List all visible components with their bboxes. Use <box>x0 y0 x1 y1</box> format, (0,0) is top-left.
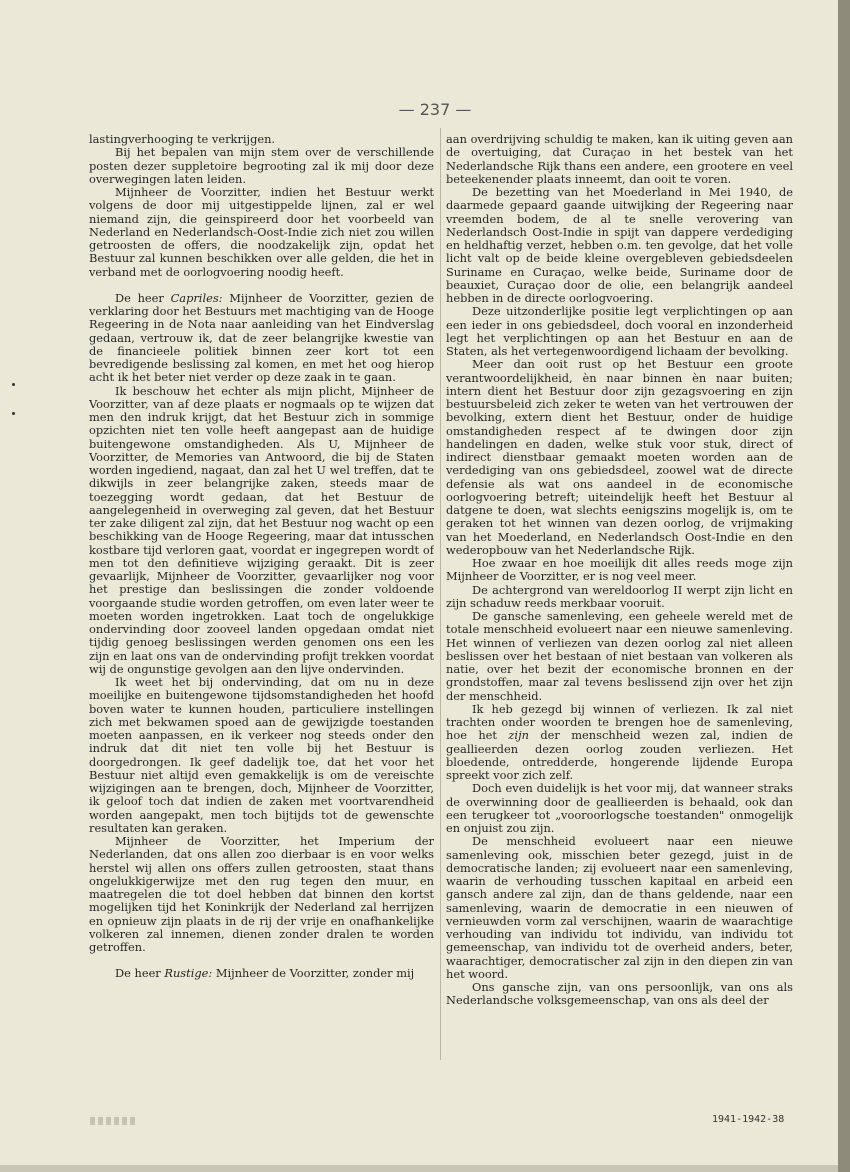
paragraph-text: Meer dan ooit rust op het Bestuur een groote verantwoordelijkheid, èn naar binnen èn naar buiten; intern dient het Bestuur door zijn gezagsvoering en zijn bestuursbeleid zich zeker te weten van het vertrouwen der bevolking, extern dient het Bestuur, onder de huidige omstandigheden respect af te dwingen door zijn handelingen en daden, welke stuk voor stuk, direct of indirect dienstbaar gemaakt moeten worden aan de verdediging van ons gebiedsdeel, zoowel wat de directe defensie als wat ons aandeel in de economische oorlogvoering betreft; uiteindelijk heeft het Bestuur al datgene te doen, wat slechts eenigszins mogelijk is, om te geraken tot het winnen van dezen oorlog, de vrijmaking van het Moederland, en Nederlandsch Oost-Indie en den wederopbouw van het Nederlandsche Rijk. <box>446 357 793 557</box>
margin-mark <box>12 412 15 415</box>
paragraph-text: Mijnheer de Voorzitter, het Imperium der Nederlanden, dat ons allen zoo dierbaar is en voor welks herstel wij allen ons offers zullen getroosten, staat thans ongelukkigerwijze met den rug tegen den muur, en maatregelen die tot doel hebben dat binnen den kortst mogelijken tijd het Koninkrijk der Nederland zal herrijzen en opnieuw zijn plaats in de rij der vrije en onafhankelijke volkeren zal innemen, dienen zonder dralen te worden getroffen. <box>89 834 434 954</box>
paragraph <box>446 703 793 783</box>
column-divider <box>440 128 441 1060</box>
paragraph <box>446 782 793 835</box>
paragraph-text: Mijnheer de Voorzitter, gezien de verklaring door het Bestuurs met machtiging van de Hooge Regeering in de Nota naar aanleiding van het Eindverslag gedaan, vertrouw ik, dat de zeer belangrijke kwestie van de financieele politiek binnen zeer kort tot een bevredigende beslissing zal komen, en met het oog hierop acht ik het beter niet verder op deze zaak in te gaan. <box>89 290 434 385</box>
paragraph-lead: De heer <box>115 966 165 981</box>
right-text-column <box>446 133 793 1063</box>
paragraph-text: Ons gansche zijn, van ons persoonlijk, van ons als Nederlandsche volksgemeenschap, van ons als deel der <box>446 980 793 1008</box>
paragraph-text: De achtergrond van wereldoorlog II werpt zijn licht en zijn schaduw reeds merkbaar vooruit. <box>446 582 793 610</box>
speaker-name: zijn <box>508 728 529 743</box>
paragraph <box>446 981 793 1008</box>
paragraph <box>446 610 793 703</box>
paragraph <box>89 146 434 186</box>
left-text-column <box>89 133 434 1063</box>
paragraph <box>89 292 434 385</box>
page-number: — 237 — <box>398 100 472 119</box>
paragraph-text: De gansche samenleving, een geheele wereld met de totale menschheid evolueert naar een nieuwe samenleving. Het winnen of verliezen van dezen oorlog zal niet alleen beslissen over het bestaan of niet bestaan van volkeren als natie, over het bezit der economische bronnen en der grondstoffen, maar zal tevens beslissend zijn over het zijn der menschheid. <box>446 609 793 703</box>
paragraph-text: Mijnheer de Voorzitter, zonder mij <box>215 966 415 981</box>
speaker-name: Capriles: <box>170 290 223 305</box>
faded-footer-stamp <box>90 1117 138 1125</box>
paragraph <box>446 358 793 557</box>
footer-code: 1941-1942-38 <box>712 1114 785 1125</box>
paragraph <box>89 385 434 677</box>
paragraph <box>89 186 434 279</box>
paragraph-text: Doch even duidelijk is het voor mij, dat wanneer straks de overwinning door de geallieerden is behaald, ook dan een terugkeer tot „vooroorlogsche toestanden" onmogelijk en onjuist zou zijn. <box>446 781 793 835</box>
paragraph <box>89 835 434 954</box>
paragraph-text: Mijnheer de Voorzitter, indien het Bestuur werkt volgens de door mij uitgestippelde lijnen, zal er wel niemand zijn, die geinspireerd door het voorbeeld van Nederland en Nederlandsch-Oost-Indie zich niet zou willen getroosten de offers, die noodzakelijk zijn, opdat het Bestuur zal kunnen beschikken over alle gelden, die het in verband met de oorlogvoering noodig heeft. <box>89 185 434 279</box>
paragraph-text: De menschheid evolueert naar een nieuwe samenleving ook, misschien beter gezegd, juist in de democratische landen; zij evolueert naar een samenleving, waarin de verhouding tusschen kapitaal en arbeid een gansch andere zal zijn, dan de thans geldende, naar een samenleving, waarin de democratie in een nieuwen of vernieuwden vorm zal verschijnen, waarin de waarachtige verhouding van individu tot individu, van individu tot gemeenschap, van individu tot de overheid anders, beter, waarachtiger, democratischer zal zijn in den diepen zin van het woord. <box>446 834 793 981</box>
paragraph-lead: De heer <box>115 290 171 305</box>
paragraph <box>446 584 793 611</box>
paragraph-text: Hoe zwaar en hoe moeilijk dit alles reeds moge zijn Mijnheer de Voorzitter, er is nog veel meer. <box>446 556 793 584</box>
paragraph <box>446 557 793 584</box>
paragraph-text: aan overdrijving schuldig te maken, kan ik uiting geven aan de overtuiging, dat Curaçao in het bestek van het Nederlandsche Rijk thans een andere, een grootere en veel beteekenender plaats inneemt, dan ooit te voren. <box>446 133 793 186</box>
paragraph-lead: Ik heb gezegd bij winnen of verliezen. Ik zal niet trachten onder woorden te brengen hoe de samenleving, hoe het <box>446 701 793 743</box>
paragraph <box>446 186 793 305</box>
paragraph-text: De bezetting van het Moederland in Mei 1940, de daarmede gepaard gaande uitwijking der Regeering naar vreemden bodem, de al te snelle verovering van Nederlandsch Oost-Indie in spijt van dappere verdediging en heldhaftig verzet, hebben o.m. ten gevolge, dat het volle licht valt op de beide kleine overgebleven gebiedsdeelen Suriname en Curaçao, welke beide, Suriname door de beauxiet, Curaçao door de olie, een belangrijk aandeel hebben in de directe oorlogvoering. <box>446 185 793 305</box>
scan-edge <box>838 0 850 1172</box>
paragraph-text: der menschheid wezen zal, indien de geallieerden dezen oorlog zouden verliezen. Het bloedende, ontredderde, hongerende lijdende Europa spreekt voor zich zelf. <box>446 728 793 782</box>
paragraph <box>446 133 793 186</box>
paragraph <box>446 305 793 358</box>
speaker-name: Rustige: <box>164 966 213 981</box>
margin-mark <box>12 383 15 386</box>
paragraph-text: Ik beschouw het echter als mijn plicht, Mijnheer de Voorzitter, van af deze plaats er nogmaals op te wijzen dat men den indruk krijgt, dat het Bestuur zich in sommige opzichten niet ten volle heeft aangepast aan de huidige buitengewone omstandigheden. Als U, Mijnheer de Voorzitter, de Memories van Antwoord, die bij de Staten worden ingediend, nagaat, dan zal het U wel treffen, dat te dikwijls in zeer belangrijke zaken, steeds maar de toezegging wordt gedaan, dat het Bestuur de aangelegenheid in overweging zal geven, dat het Bestuur ter zake diligent zal zijn, dat het Bestuur nog wacht op een beschikking van de Hooge Regeering, maar dat intusschen kostbare tijd verloren gaat, voordat er ingegrepen wordt of men tot den definitieve wijziging geraakt. Dit is zeer gevaarlijk, Mijnheer de Voorzitter, gevaarlijker nog voor het prestige dan beslissingen die zonder voldoende voorgaande studie worden getroffen, om even later weer te moeten worden ingetrokken. Laat toch de ongelukkige ondervinding door zooveel landen opgedaan omdat niet tijdig genoeg beslissingen werden genomen ons een les zijn en laat ons van de ondervinding profijt trekken voordat wij de ongunstige gevolgen aan den lijve ondervinden. <box>89 383 434 676</box>
paragraph <box>89 967 434 980</box>
paragraph <box>89 133 434 146</box>
paragraph <box>446 835 793 981</box>
paragraph-text: Deze uitzonderlijke positie legt verplichtingen op aan een ieder in ons gebiedsdeel, doch vooral en inzonderheid legt het verplichtingen op aan het Bestuur en aan de Staten, als het vertegenwoordigend lichaam der bevolking. <box>446 304 793 358</box>
paragraph-text: Bij het bepalen van mijn stem over de verschillende posten dezer suppletoire begrooting zal ik mij door deze overwegingen laten leiden. <box>89 145 434 186</box>
paragraph-text: lastingverhooging te verkrijgen. <box>89 133 276 146</box>
paragraph <box>89 676 434 835</box>
paragraph-text: Ik weet het bij ondervinding, dat om nu in deze moeilijke en buitengewone tijdsomstandigheden het hoofd boven water te kunnen houden, particuliere instellingen zich met bekwamen spoed aan de gewijzigde toestanden moeten aanpassen, en ik verkeer nog steeds onder den indruk dat dit niet ten volle bij het Bestuur is doorgedrongen. Ik geef dadelijk toe, dat het voor het Bestuur niet altijd even gemakkelijk is om de vereischte wijzigingen aan te brengen, doch, Mijnheer de Voorzitter, ik geloof toch dat indien de zaken met voortvarendheid worden aangepakt, men toch bijtijds tot de gewenschte resultaten kan geraken. <box>89 675 434 835</box>
